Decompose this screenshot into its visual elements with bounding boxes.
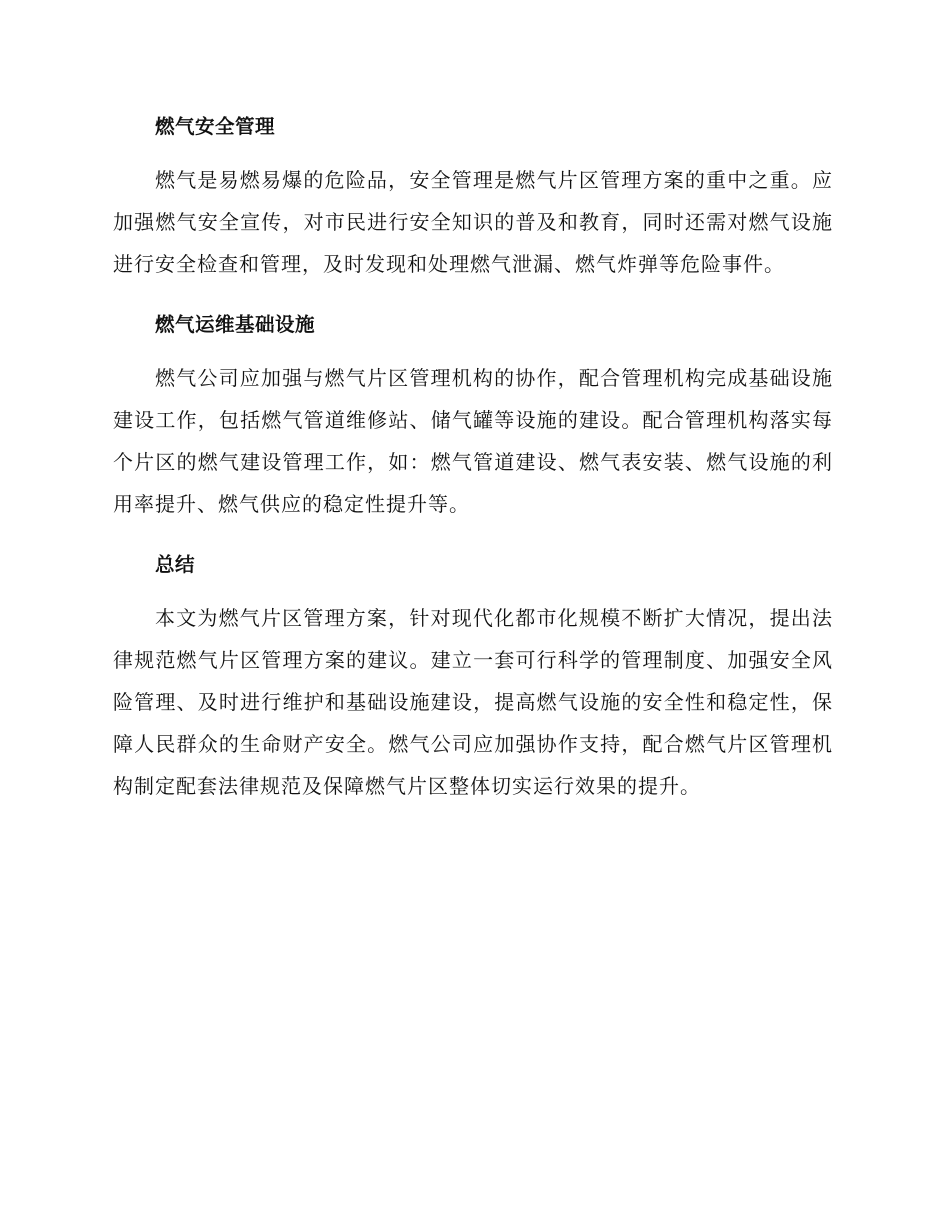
section-paragraph-infrastructure: 燃气公司应加强与燃气片区管理机构的协作，配合管理机构完成基础设施建设工作，包括燃气管道维修站、储气罐等设施的建设。配合管理机构落实每个片区的燃气建设管理工作，如：燃气管道建设、燃气表安装、燃气设施的利用率提升、燃气供应的稳定性提升等。: [113, 366, 833, 516]
section-heading-gas-safety: 燃气安全管理: [155, 115, 276, 138]
section-heading-summary: 总结: [155, 553, 196, 576]
section-paragraph-gas-safety: 燃气是易燃易爆的危险品，安全管理是燃气片区管理方案的重中之重。应加强燃气安全宣传，对市民进行安全知识的普及和教育，同时还需对燃气设施进行安全检查和管理，及时发现和处理燃气泄漏、燃气炸弹等危险事件。: [113, 168, 833, 276]
document-body: [113, 108, 833, 828]
section-paragraph-summary: 本文为燃气片区管理方案，针对现代化都市化规模不断扩大情况，提出法律规范燃气片区管理方案的建议。建立一套可行科学的管理制度、加强安全风险管理、及时进行维护和基础设施建设，提高燃气设施的安全性和稳定性，保障人民群众的生命财产安全。燃气公司应加强协作支持，配合燃气片区管理机构制定配套法律规范及保障燃气片区整体切实运行效果的提升。: [113, 606, 833, 798]
section-heading-infrastructure: 燃气运维基础设施: [155, 313, 316, 336]
